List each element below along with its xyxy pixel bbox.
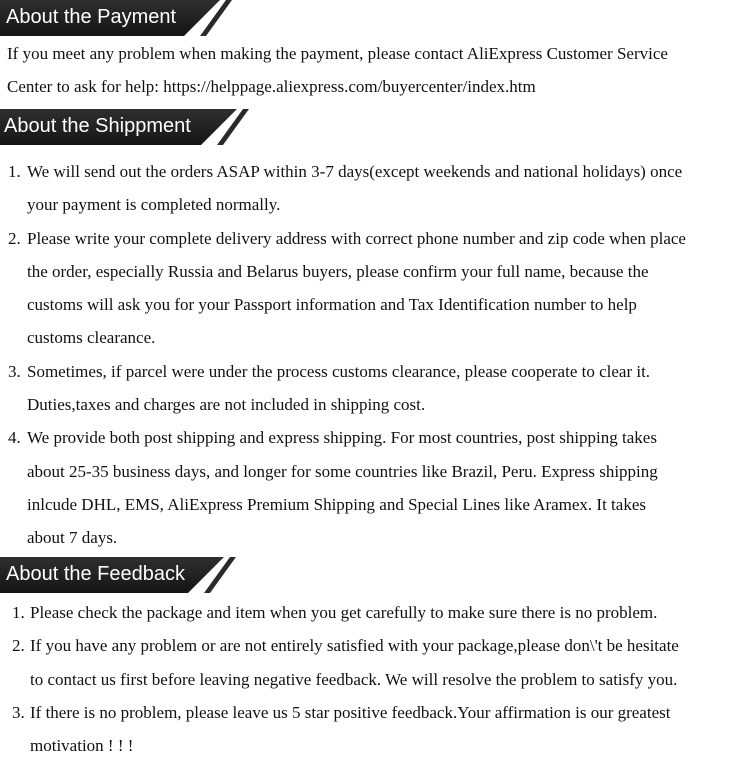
shipment-banner — [0, 109, 750, 145]
item-line: the order, especially Russia and Belarus buyers, please confirm your full name, because the — [27, 261, 649, 281]
feedback-section — [0, 557, 750, 593]
list-item — [12, 629, 748, 696]
item-number: 2. — [8, 228, 21, 248]
item-line: your payment is completed normally. — [27, 195, 281, 215]
item-line: motivation ! ! ! — [30, 736, 134, 756]
item-line: inlcude DHL, EMS, AliExpress Premium Shipping and Special Lines like Aramex. It takes — [27, 494, 646, 514]
item-number: 1. — [12, 603, 25, 622]
payment-line: If you meet any problem when making the payment, please contact AliExpress Customer Service — [7, 44, 668, 63]
list-item — [8, 155, 748, 222]
item-number: 3. — [8, 361, 21, 381]
item-line: customs clearance. — [27, 328, 156, 348]
item-line: Please write your complete delivery address with correct phone number and zip code when place — [27, 228, 686, 248]
item-line: Please check the package and item when you get carefully to make sure there is no problem. — [30, 603, 658, 622]
item-line: We will send out the orders ASAP within 3-7 days(except weekends and national holidays) once — [27, 162, 683, 181]
item-line: about 25-35 business days, and longer for some countries like Brazil, Peru. Express shipping — [27, 461, 658, 481]
item-line: If there is no problem, please leave us 5 star positive feedback.Your affirmation is our greatest — [30, 702, 671, 722]
item-number: 2. — [12, 636, 25, 656]
shipment-list — [8, 155, 748, 555]
payment-banner — [0, 0, 750, 36]
payment-title: About the Payment — [6, 6, 177, 28]
list-item — [12, 596, 748, 629]
item-number: 3. — [12, 702, 25, 722]
list-item — [8, 355, 748, 422]
item-line: Duties,taxes and charges are not included in shipping cost. — [27, 395, 426, 415]
item-line: If you have any problem or are not entirely satisfied with your package,please don\'t be hesitate — [30, 636, 679, 656]
item-line: to contact us first before leaving negative feedback. We will resolve the problem to satisfy you. — [30, 669, 678, 689]
item-line: We provide both post shipping and express shipping. For most countries, post shipping takes — [27, 428, 657, 448]
feedback-list — [12, 596, 748, 762]
payment-text — [7, 37, 747, 103]
list-item — [8, 222, 748, 355]
item-number: 4. — [8, 428, 21, 448]
list-item — [8, 421, 748, 554]
item-line: customs will ask you for your Passport information and Tax Identification number to help — [27, 295, 637, 315]
payment-line: Center to ask for help: https://helppage.aliexpress.com/buyercenter/index.htm — [7, 77, 536, 96]
feedback-banner — [0, 557, 750, 593]
payment-section — [0, 0, 750, 36]
shipment-title: About the Shippment — [4, 115, 191, 137]
list-item — [12, 696, 748, 762]
shipment-section — [0, 109, 750, 145]
item-number: 1. — [8, 162, 21, 181]
feedback-title: About the Feedback — [6, 563, 186, 585]
item-line: Sometimes, if parcel were under the process customs clearance, please cooperate to clear it. — [27, 361, 651, 381]
item-line: about 7 days. — [27, 528, 118, 548]
